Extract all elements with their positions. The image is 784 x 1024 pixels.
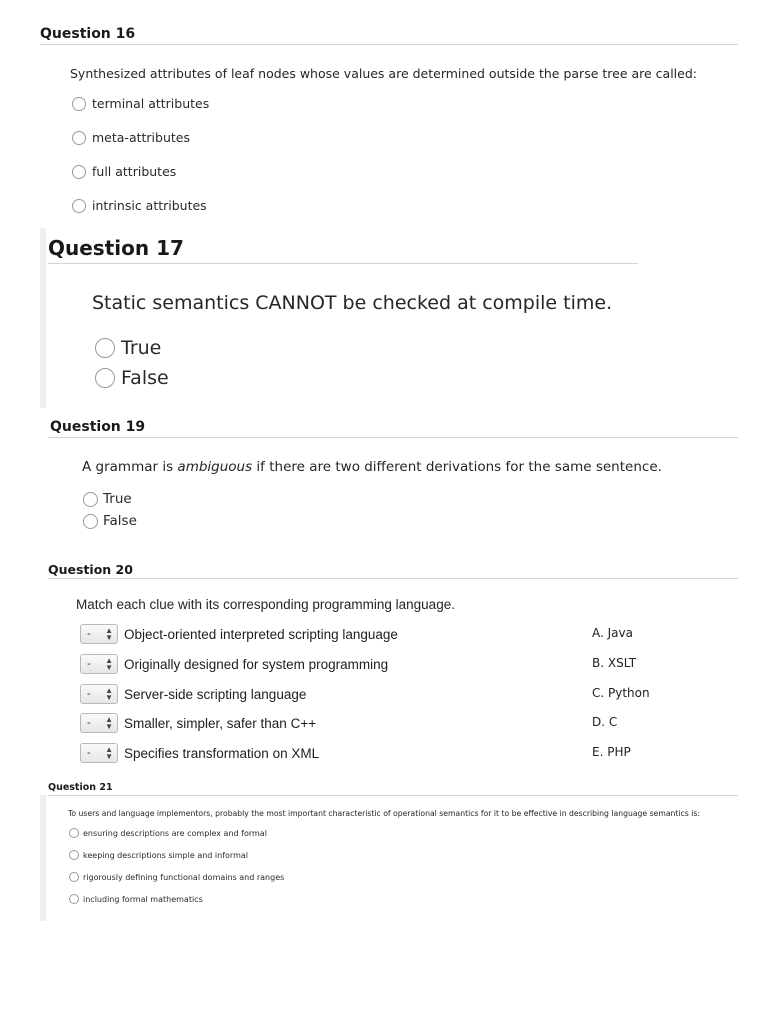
q16-option-1-radio[interactable] <box>72 97 86 111</box>
q17-option-false-radio[interactable] <box>95 368 115 388</box>
q20-match-row-2 <box>80 654 388 674</box>
q20-select-1[interactable] <box>80 624 118 644</box>
q21-option-1-label: ensuring descriptions are complex and formal <box>83 828 267 838</box>
question-19-title: Question 19 <box>50 419 146 435</box>
q19-option-false-label: False <box>103 513 137 529</box>
q20-clue-1: Object-oriented interpreted scripting language <box>124 626 398 642</box>
q17-option-true[interactable] <box>95 337 161 359</box>
q20-clue-4: Smaller, simpler, safer than C++ <box>124 715 317 731</box>
question-17-prompt: Static semantics CANNOT be checked at compile time. <box>92 292 613 314</box>
q19-option-false-radio[interactable] <box>83 514 98 529</box>
q20-match-row-4 <box>80 713 316 733</box>
q20-match-row-1 <box>80 624 398 644</box>
q20-select-2-value: - <box>87 658 91 670</box>
q20-clue-5: Specifies transformation on XML <box>124 745 320 761</box>
question-16-prompt: Synthesized attributes of leaf nodes whose values are determined outside the parse tree are called: <box>70 66 697 81</box>
question-21-title: Question 21 <box>48 782 113 793</box>
question-19-divider <box>48 437 738 438</box>
select-arrows-icon: ▲ ▼ <box>105 686 113 702</box>
select-arrows-icon: ▲ ▼ <box>105 715 113 731</box>
select-arrows-icon: ▲ ▼ <box>105 656 113 672</box>
q21-option-4-radio[interactable] <box>69 894 79 904</box>
question-16-divider <box>40 44 738 45</box>
q16-option-2[interactable] <box>72 130 190 145</box>
q16-option-4[interactable] <box>72 198 207 213</box>
q20-match-row-5 <box>80 743 319 763</box>
q20-match-row-3 <box>80 684 306 704</box>
q17-option-true-radio[interactable] <box>95 338 115 358</box>
q21-option-3[interactable] <box>69 872 284 882</box>
q20-answer-e: E. PHP <box>592 745 631 759</box>
q16-option-4-label: intrinsic attributes <box>92 198 207 213</box>
q16-option-2-label: meta-attributes <box>92 130 190 145</box>
q19-option-false[interactable] <box>83 513 137 529</box>
q16-option-2-radio[interactable] <box>72 131 86 145</box>
q19-option-true-radio[interactable] <box>83 492 98 507</box>
q21-option-3-label: rigorously defining functional domains and ranges <box>83 872 285 882</box>
question-21-sidebar <box>40 795 46 921</box>
q17-option-false[interactable] <box>95 367 169 389</box>
q20-select-2[interactable] <box>80 654 118 674</box>
q20-answer-a: A. Java <box>592 626 633 640</box>
question-20-title: Question 20 <box>48 562 133 577</box>
q21-option-3-radio[interactable] <box>69 872 79 882</box>
q20-select-5[interactable] <box>80 743 118 763</box>
q17-option-false-label: False <box>121 367 169 389</box>
question-20-prompt: Match each clue with its corresponding programming language. <box>76 597 455 612</box>
question-17-title: Question 17 <box>48 236 184 260</box>
q17-option-true-label: True <box>121 337 162 359</box>
select-arrows-icon: ▲ ▼ <box>105 745 113 761</box>
q20-clue-3: Server-side scripting language <box>124 686 307 702</box>
question-16-title: Question 16 <box>40 26 136 42</box>
q19-prompt-emphasis: ambiguous <box>177 459 253 475</box>
q19-prompt-start: A grammar is <box>82 459 178 475</box>
q19-option-true[interactable] <box>83 491 132 507</box>
q21-option-1-radio[interactable] <box>69 828 79 838</box>
q19-prompt-end: if there are two different derivations for the same sentence. <box>252 459 662 475</box>
q20-answer-d: D. C <box>592 715 618 729</box>
q20-select-4[interactable] <box>80 713 118 733</box>
question-21-prompt: To users and language implementors, probably the most important characteristic of operational semantics for it to be effective in describing language semantics is: <box>68 809 700 818</box>
q20-select-3[interactable] <box>80 684 118 704</box>
q16-option-3-label: full attributes <box>92 164 177 179</box>
q21-option-4[interactable] <box>69 894 203 904</box>
q16-option-1[interactable] <box>72 96 209 111</box>
question-17-sidebar <box>40 228 46 408</box>
q16-option-3[interactable] <box>72 164 176 179</box>
q21-option-2[interactable] <box>69 850 248 860</box>
question-20-divider <box>48 578 738 579</box>
question-17-divider <box>48 263 638 264</box>
q20-select-5-value: - <box>87 747 91 759</box>
select-arrows-icon: ▲ ▼ <box>105 626 113 642</box>
q21-option-2-radio[interactable] <box>69 850 79 860</box>
question-21-divider <box>48 795 738 796</box>
q20-answer-b: B. XSLT <box>592 656 637 670</box>
q16-option-3-radio[interactable] <box>72 165 86 179</box>
q20-answer-c: C. Python <box>592 686 650 700</box>
q16-option-1-label: terminal attributes <box>92 96 210 111</box>
q16-option-4-radio[interactable] <box>72 199 86 213</box>
q20-select-1-value: - <box>87 628 91 640</box>
q20-select-3-value: - <box>87 688 91 700</box>
q21-option-2-label: keeping descriptions simple and informal <box>83 850 248 860</box>
question-19-prompt <box>82 459 662 475</box>
q20-select-4-value: - <box>87 717 91 729</box>
q21-option-4-label: including formal mathematics <box>83 894 203 904</box>
q20-clue-2: Originally designed for system programming <box>124 656 389 672</box>
q21-option-1[interactable] <box>69 828 267 838</box>
q19-option-true-label: True <box>103 491 132 507</box>
